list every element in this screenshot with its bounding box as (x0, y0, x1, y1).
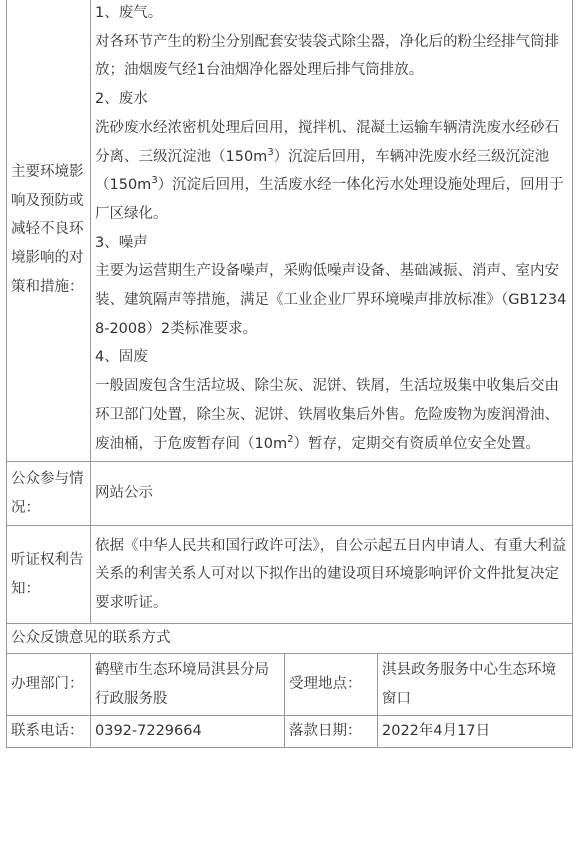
measures-para-2: 对各环节产生的粉尘分别配套安装袋式除尘器，净化后的粉尘经排气筒排放；油烟废气经1台油烟净化器处理后排气筒排放。 (95, 33, 559, 79)
measures-row (7, 0, 573, 462)
measures-para-7: 4、固废 (95, 349, 148, 366)
phone-date-row (7, 716, 573, 748)
measures-para-8: 一般固废包含生活垃圾、除尘灰、泥饼、铁屑，生活垃圾集中收集后交由环卫部门处置，除尘灰、泥饼、铁屑收集后外售。危险废物为废润滑油、废油桶，于危废暂存间$(10m^2)$暂存，定期交有资质单位安全处置。 (95, 378, 559, 452)
phone-value: 0392-7229664 (91, 716, 285, 748)
measures-content (91, 0, 573, 462)
date-label: 落款日期： (285, 716, 378, 748)
dept-place-row (7, 654, 573, 716)
contact-header-row (7, 624, 573, 654)
participation-value: 网站公示 (91, 462, 573, 526)
hearing-value: 依据《中华人民共和国行政许可法》，自公示起五日内申请人、有重大利益关系的利害关系人可对以下拟作出的建设项目环境影响评价文件批复决定要求听证。 (91, 526, 573, 624)
participation-label: 公众参与情况： (7, 462, 91, 526)
participation-row (7, 462, 573, 526)
measures-para-1: 1、废气。 (95, 5, 163, 21)
dept-value: 鹤壁市生态环境局淇县分局行政服务股 (91, 654, 285, 716)
hearing-label: 听证权利告知： (7, 526, 91, 624)
hearing-row (7, 526, 573, 624)
measures-para-5: 3、噪声 (95, 234, 148, 251)
date-value: 2022年4月17日 (378, 716, 573, 748)
place-value: 淇县政务服务中心生态环境窗口 (378, 654, 573, 716)
contact-header: 公众反馈意见的联系方式 (7, 624, 573, 654)
notice-table (6, 0, 573, 748)
measures-para-3: 2、废水 (95, 91, 148, 108)
phone-label: 联系电话： (7, 716, 91, 748)
dept-label: 办理部门： (7, 654, 91, 716)
measures-label: 主要环境影响及预防或减轻不良环境影响的对策和措施： (7, 0, 91, 462)
measures-para-4: 洗砂废水经浓密机处理后回用，搅拌机、混凝土运输车辆清洗废水经砂石分离、三级沉淀池$(150m^3)$沉淀后回用，车辆冲洗废水经三级沉淀池$(150m^3)$沉淀后回用，生活废水经一体化污水处理设施处理后，回用于厂区绿化。 (95, 119, 564, 222)
place-label: 受理地点： (285, 654, 378, 716)
measures-para-6: 主要为运营期生产设备噪声，采购低噪声设备、基础减振、消声、室内安装、建筑隔声等措施，满足《工业企业厂界环境噪声排放标准》（GB12348-2008）2类标准要求。 (95, 263, 567, 337)
